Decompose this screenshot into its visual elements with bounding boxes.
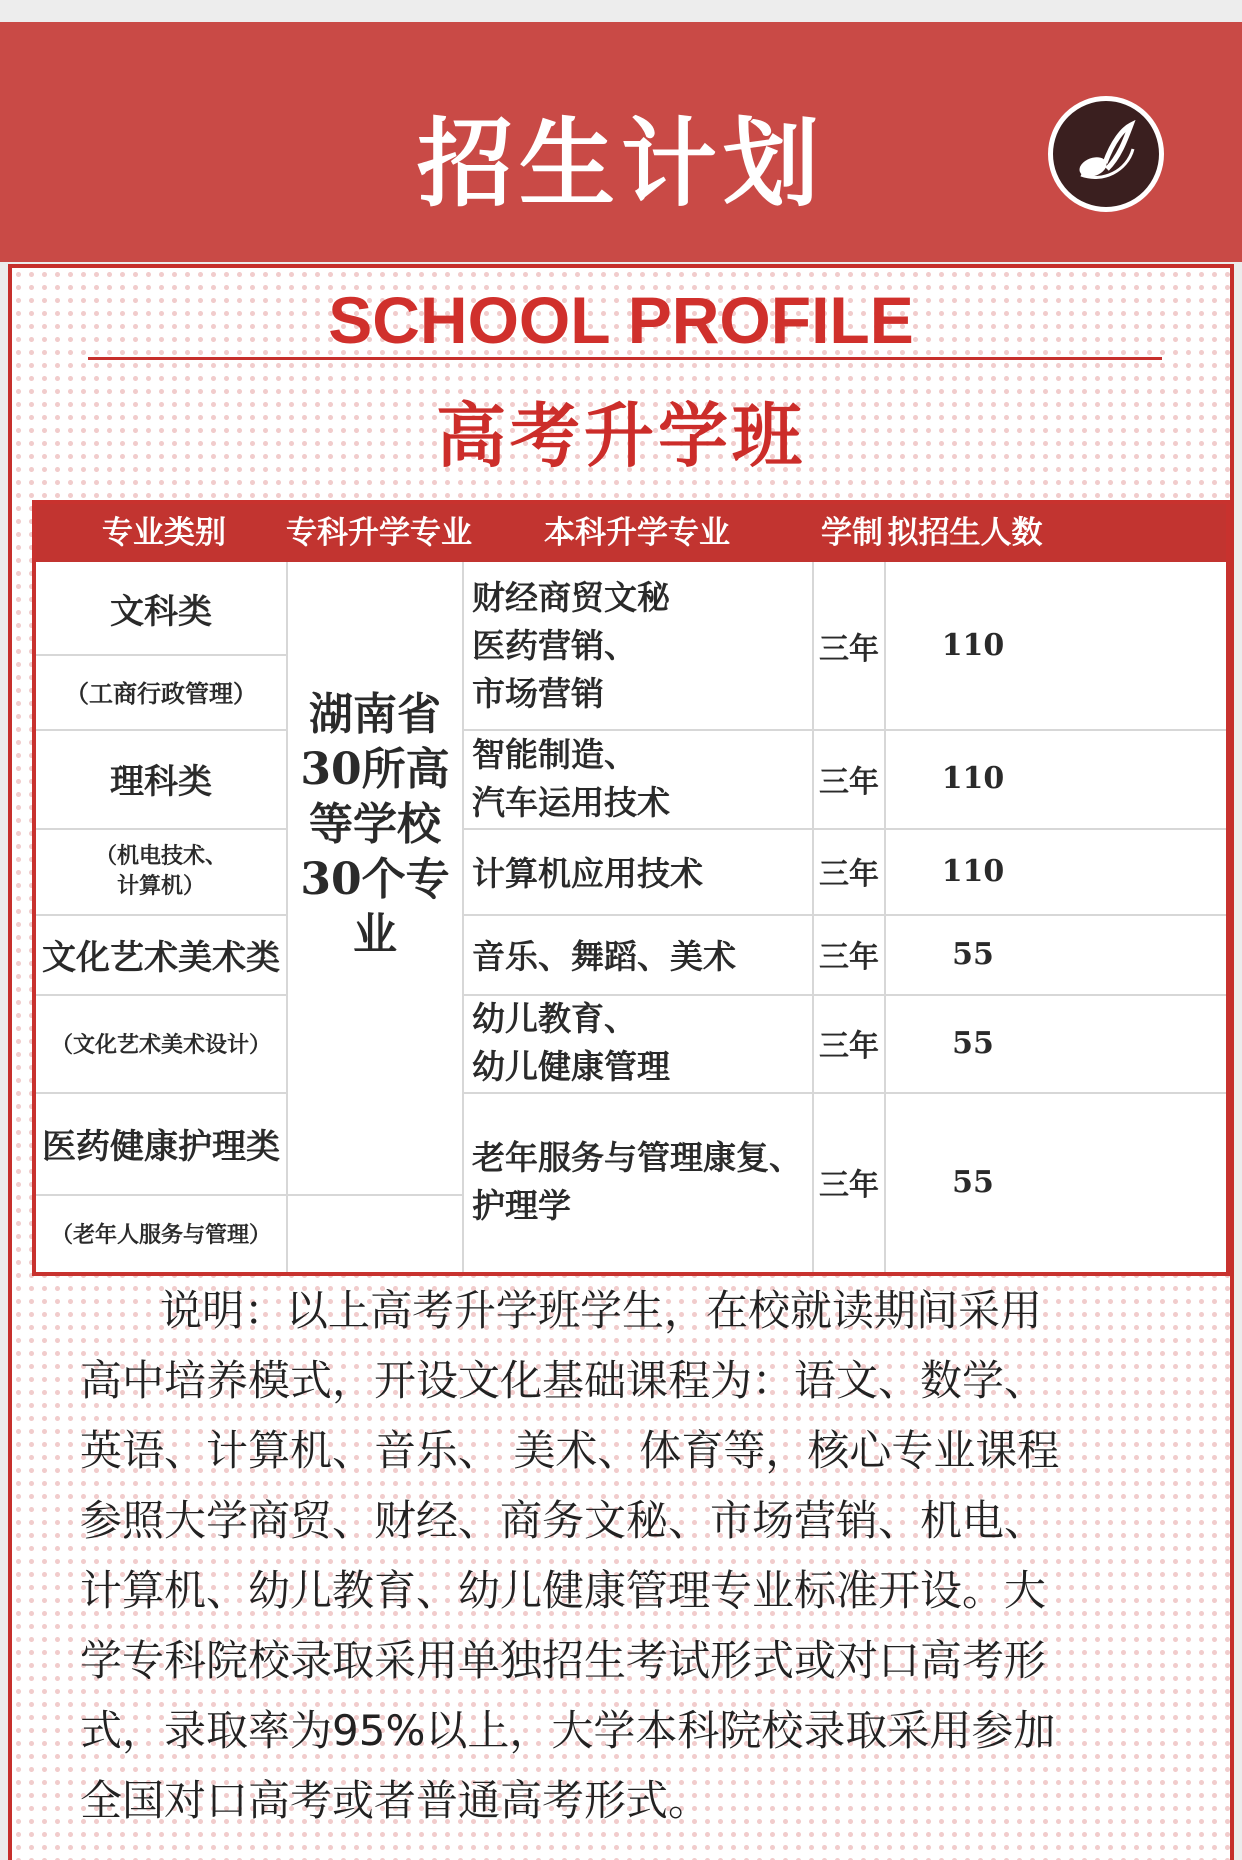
profile-heading: SCHOOL PROFILE [328,283,914,357]
header-years: 学制 [821,515,883,551]
description-text [80,1276,1170,1836]
header-college-major: 专科升学专业 [286,515,472,551]
header-count: 拟招生人数 [887,515,1043,551]
count-cell: 110 [941,761,1005,796]
college-line: 30个专 [300,853,450,905]
note-line: 计算机、幼儿教育、幼儿健康管理专业标准开设。大 [80,1566,1047,1615]
note-line: 式，录取率为95%以上，大学本科院校录取采用参加 [80,1706,1056,1755]
college-line: 30所高 [300,743,450,795]
major-line: 医药营销、 [472,625,637,665]
bachelor-major: 计算机应用技术 [472,853,703,893]
category-detail: （工商行政管理） [65,679,257,708]
header-category: 专业类别 [102,515,226,551]
college-line: 业 [353,908,397,960]
category-name: 文化艺术美术类 [42,937,280,978]
major-line: 护理学 [472,1186,571,1225]
count-cell: 55 [952,1164,994,1200]
category-detail [36,828,286,914]
bachelor-major [472,562,812,729]
count-cell: 110 [941,853,1005,889]
major-line: 幼儿健康管理 [472,1047,670,1086]
major-line: 汽车运用技术 [472,782,670,822]
music-note-icon [1048,96,1164,212]
category-detail: （文化艺术美术设计） [50,1031,271,1058]
column-divider [462,562,464,1272]
category-detail-line: （机电技术、 [94,843,227,869]
note-line [80,1276,1170,1346]
major-line: 财经商贸文秘 [472,577,670,617]
years-cell: 三年 [819,857,879,892]
note-line: 学专科院校录取采用单独招生考试形式或对口高考形 [80,1636,1047,1685]
category-name: 医药健康护理类 [42,1126,280,1167]
bachelor-major [472,994,812,1092]
years-cell: 三年 [819,940,879,975]
years-cell: 三年 [819,1029,879,1064]
note-line: 参照大学商贸、财经、商务文秘、市场营销、机电、 [80,1496,1047,1545]
major-line: 老年服务与管理康复、 [472,1138,802,1177]
enrollment-table [32,500,1230,1276]
category-detail: （老年人服务与管理） [50,1221,271,1248]
category-name: 理科类 [110,762,212,802]
category-name: 文科类 [110,591,212,632]
top-strip [0,0,1242,22]
major-line: 市场营销 [472,673,604,713]
college-major-block [288,679,462,969]
major-line: 幼儿教育、 [472,999,637,1038]
bachelor-major [472,1092,812,1272]
years-cell: 三年 [819,1168,879,1203]
count-cell: 110 [941,628,1005,663]
count-cell: 55 [952,1025,994,1061]
college-line: 湖南省 [309,688,441,740]
music-note-icon-svg [1053,101,1159,207]
bachelor-major [472,729,812,828]
years-cell: 三年 [819,631,879,667]
header-bachelor-major: 本科升学专业 [544,515,730,551]
class-title: 高考升学班 [436,395,806,477]
count-cell: 55 [952,936,994,972]
category-detail-line: 计算机） [116,873,205,899]
note-line: 全国对口高考或者普通高考形式。 [80,1776,711,1825]
note-line: 高中培养模式，开设文化基础课程为：语文、数学、 [80,1356,1047,1405]
page-title: 招生计划 [417,108,825,220]
note-line-text: 说明：以上高考升学班学生，在校就读期间采用 [160,1286,1043,1335]
row-divider [286,1194,462,1196]
college-line: 等学校 [309,798,441,850]
note-line: 英语、计算机、音乐、 美术、体育等，核心专业课程 [80,1426,1060,1475]
table-header [36,504,1226,562]
bachelor-major: 音乐、舞蹈、美术 [472,936,736,976]
heading-divider [88,357,1162,360]
years-cell: 三年 [819,764,879,800]
major-line: 智能制造、 [472,734,637,774]
